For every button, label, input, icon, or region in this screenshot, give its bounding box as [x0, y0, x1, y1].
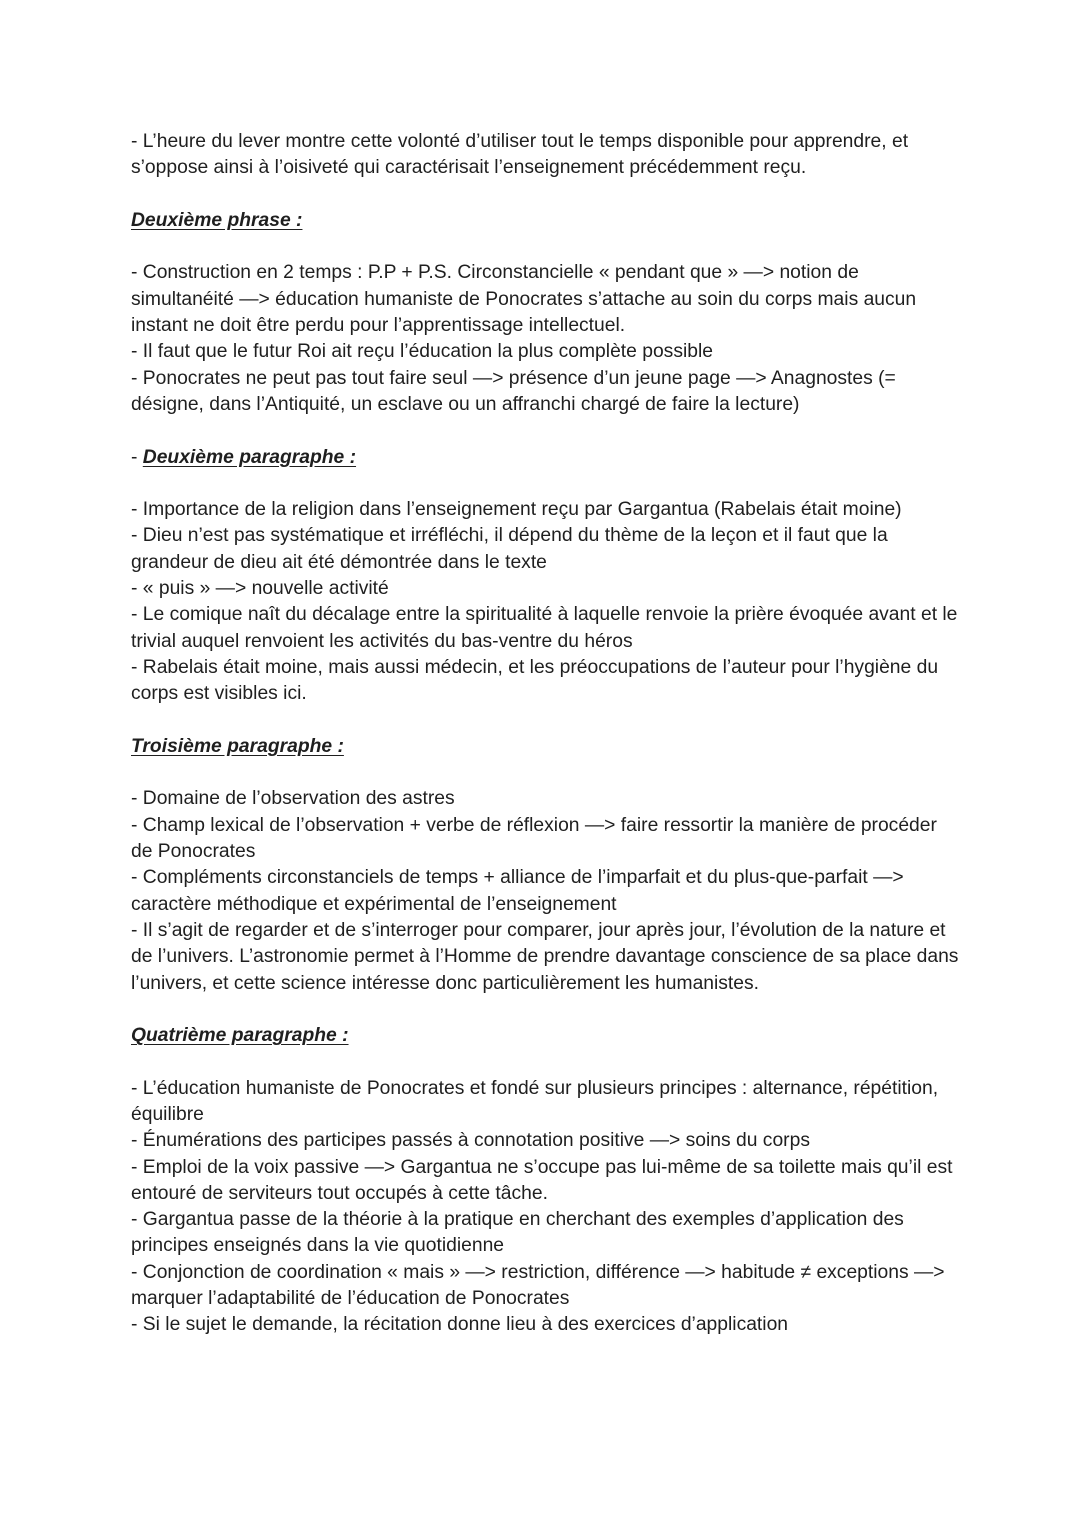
intro-paragraph: - L’heure du lever montre cette volonté d’utiliser tout le temps disponible pour apprendre, et s’oppose ainsi à l’oisiveté qui caractérisait l’enseignement précédemment reçu. — [131, 131, 909, 179]
bullet-line: - Compléments circonstanciels de temps + alliance de l’imparfait et du plus-que-parfait —> caractère méthodique et expérimental de l’enseignement — [131, 867, 904, 915]
spacer — [131, 997, 961, 1023]
bullet-line: - Si le sujet le demande, la récitation donne lieu à des exercices d’application — [131, 1314, 789, 1336]
bullet-line: - Domaine de l’observation des astres — [131, 788, 455, 810]
bullet-line: - Conjonction de coordination « mais » —> restriction, différence —> habitude ≠ exceptions —> marquer l’adaptabilité de l’éducation de Ponocrates — [131, 1261, 945, 1310]
bullet-line: - Gargantua passe de la théorie à la pratique en cherchant des exemples d’application des principes enseignés dans la vie quotidienne — [131, 1209, 904, 1257]
bullet-line: - Rabelais était moine, mais aussi médecin, et les préoccupations de l’auteur pour l’hygiène du corps est visibles ici. — [131, 656, 939, 705]
bullet-line: - Champ lexical de l’observation + verbe de réflexion —> faire ressortir la manière de procéder de Ponocrates — [131, 814, 937, 863]
bullet-line: - Le comique naît du décalage entre la spiritualité à laquelle renvoie la prière évoquée avant et le trivial auquel renvoient les activités du bas-ventre du héros — [131, 604, 958, 652]
section-heading-troisieme-paragraphe — [131, 734, 961, 760]
spacer — [131, 418, 961, 444]
bullet-line: - Construction en 2 temps : P.P + P.S. Circonstancielle « pendant que » —> notion de simultanéité —> éducation humaniste de Ponocrates s’attache au soin du corps mais aucun instant ne doit être perdu pour l’apprentissage intellectuel. — [131, 262, 917, 337]
spacer — [131, 471, 961, 497]
spacer — [131, 234, 961, 260]
spacer — [131, 1049, 961, 1075]
spacer — [131, 182, 961, 208]
spacer — [131, 760, 961, 786]
section-heading-text: Deuxième phrase : — [131, 209, 303, 231]
bullet-line: - Il faut que le futur Roi ait reçu l’éducation la plus complète possible — [131, 341, 713, 363]
bullet-line: - Importance de la religion dans l’enseignement reçu par Gargantua (Rabelais était moine) — [131, 499, 902, 521]
bullet-line: - L’éducation humaniste de Ponocrates et fondé sur plusieurs principes : alternance, répétition, équilibre — [131, 1077, 939, 1125]
section-heading-deuxieme-phrase — [131, 208, 961, 234]
bullet-line: - Ponocrates ne peut pas tout faire seul —> présence d’un jeune page —> Anagnostes (= désigne, dans l’Antiquité, un esclave ou un affranchi chargé de faire la lecture) — [131, 367, 896, 415]
section-heading-quatrieme-paragraphe — [131, 1023, 961, 1049]
section-heading-text: Deuxième paragraphe : — [142, 446, 357, 468]
section-heading-text: Quatrième paragraphe : — [131, 1025, 349, 1047]
bullet-line: - Énumérations des participes passés à connotation positive —> soins du corps — [131, 1130, 810, 1152]
heading-dash: - — [131, 446, 143, 468]
section-heading-text: Troisième paragraphe : — [131, 735, 344, 757]
bullet-line: - « puis » —> nouvelle activité — [131, 578, 389, 600]
bullet-line: - Dieu n’est pas systématique et irréfléchi, il dépend du thème de la leçon et il faut que la grandeur de dieu ait été démontrée dans le texte — [131, 525, 888, 573]
bullet-line: - Il s’agit de regarder et de s’interroger pour comparer, jour après jour, l’évolution de la nature et de l’univers. L’astronomie permet à l’Homme de prendre davantage conscience de sa place dans l’univers, et cette science intéresse donc particulièrement les humanistes. — [131, 919, 959, 994]
bullet-line: - Emploi de la voix passive —> Gargantua ne s’occupe pas lui-même de sa toilette mais qu’il est entouré de serviteurs tout occupés à cette tâche. — [131, 1156, 953, 1204]
section-heading-deuxieme-paragraphe — [131, 445, 961, 471]
document-page — [131, 129, 961, 1339]
spacer — [131, 708, 961, 734]
